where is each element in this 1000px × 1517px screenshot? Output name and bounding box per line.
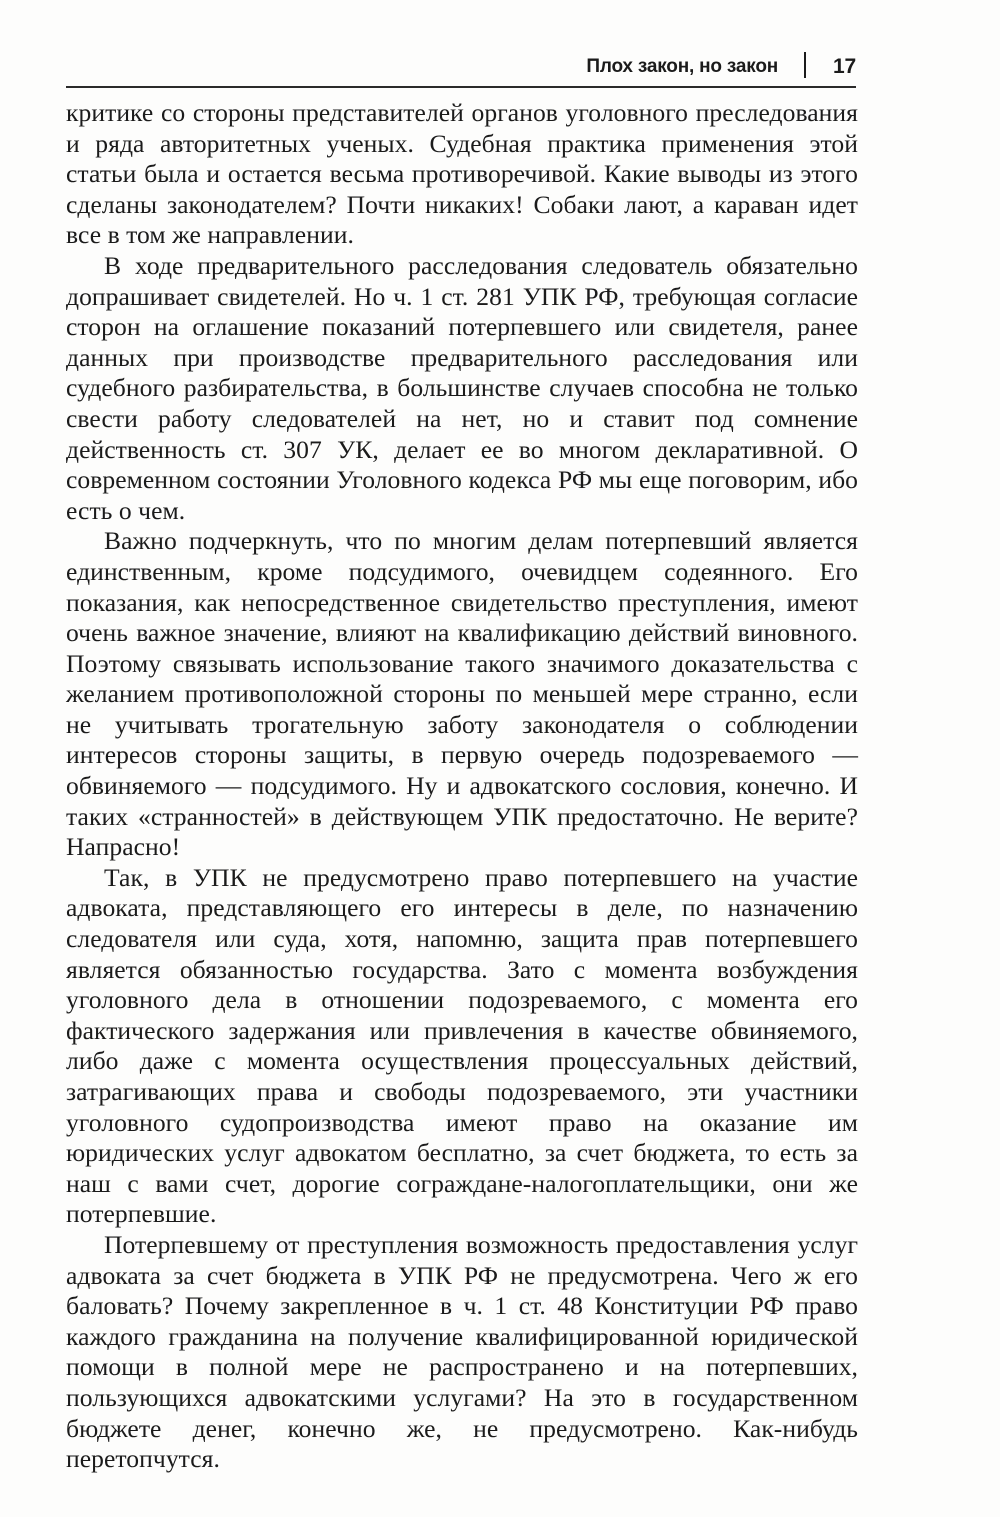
- header-separator: [804, 52, 806, 78]
- body-text: [66, 98, 858, 1475]
- running-header: [66, 52, 858, 82]
- paragraph-3: Важно подчеркнуть, что по многим делам потерпевший является единственным, кроме подсудимого, очевидцем содеянного. Его показания, как непосредственное свидетельство преступления, имеют очень важное значение, влияют на квалификацию действий виновного. Поэтому связывать использование такого значимого доказательства с желанием противоположной стороны по меньшей мере странно, если не учитывать трогательную заботу законодателя о соблюдении интересов стороны защиты, в первую очередь подозреваемого — обвиняемого — подсудимого. Ну и адвокатского сословия, конечно. И таких «странностей» в действующем УПК предостаточно. Не верите? Напрасно!: [66, 526, 858, 862]
- paragraph-1: критике со стороны представителей органов уголовного преследования и ряда авторитетных ученых. Судебная практика применения этой статьи была и остается весьма противоречивой. Какие выводы из этого сделаны законодателем? Почти никаких! Собаки лают, а караван идет все в том же направлении.: [66, 98, 858, 250]
- page-number: 17: [833, 55, 856, 78]
- running-title: Плох закон, но закон: [586, 56, 778, 77]
- paragraph-4: Так, в УПК не предусмотрено право потерпевшего на участие адвоката, представляющего его интересы в деле, по назначению следователя или суда, хотя, напомню, защита прав потерпевшего является обязанностью государства. Зато с момента возбуждения уголовного дела в отношении подозреваемого, с момента его фактического задержания или привлечения в качестве обвиняемого, либо даже с момента осуществления процессуальных действий, затрагивающих права и свободы подозреваемого, эти участники уголовного судопроизводства имеют право на оказание им юридических услуг адвокатом бесплатно, за счет бюджета, то есть за наш с вами счет, дорогие сограждане-налогоплательщики, они же потерпевшие.: [66, 862, 858, 1229]
- header-rule: [66, 86, 856, 88]
- paragraph-5: Потерпевшему от преступления возможность предоставления услуг адвоката за счет бюджета в УПК РФ не предусмотрена. Чего ж его баловать? Почему закрепленное в ч. 1 ст. 48 Конституции РФ право каждого гражданина на получение квалифицированной юридической помощи в полной мере не распространено и на потерпевших, пользующихся адвокатскими услугами? На это в государственном бюджете денег, конечно же, не предусмотрено. Как-нибудь перетопчутся.: [66, 1229, 858, 1474]
- paragraph-2: В ходе предварительного расследования следователь обязательно допрашивает свидетелей. Но ч. 1 ст. 281 УПК РФ, требующая согласие сторон на оглашение показаний потерпевшего или свидетеля, ранее данных при производстве предварительного расследования или судебного разбирательства, в большинстве случаев способна не только свести работу следователей на нет, но и ставит под сомнение действенность ст. 307 УК, делает ее во многом декларативной. О современном состоянии Уголовного кодекса РФ мы еще поговорим, ибо есть о чем.: [66, 250, 858, 525]
